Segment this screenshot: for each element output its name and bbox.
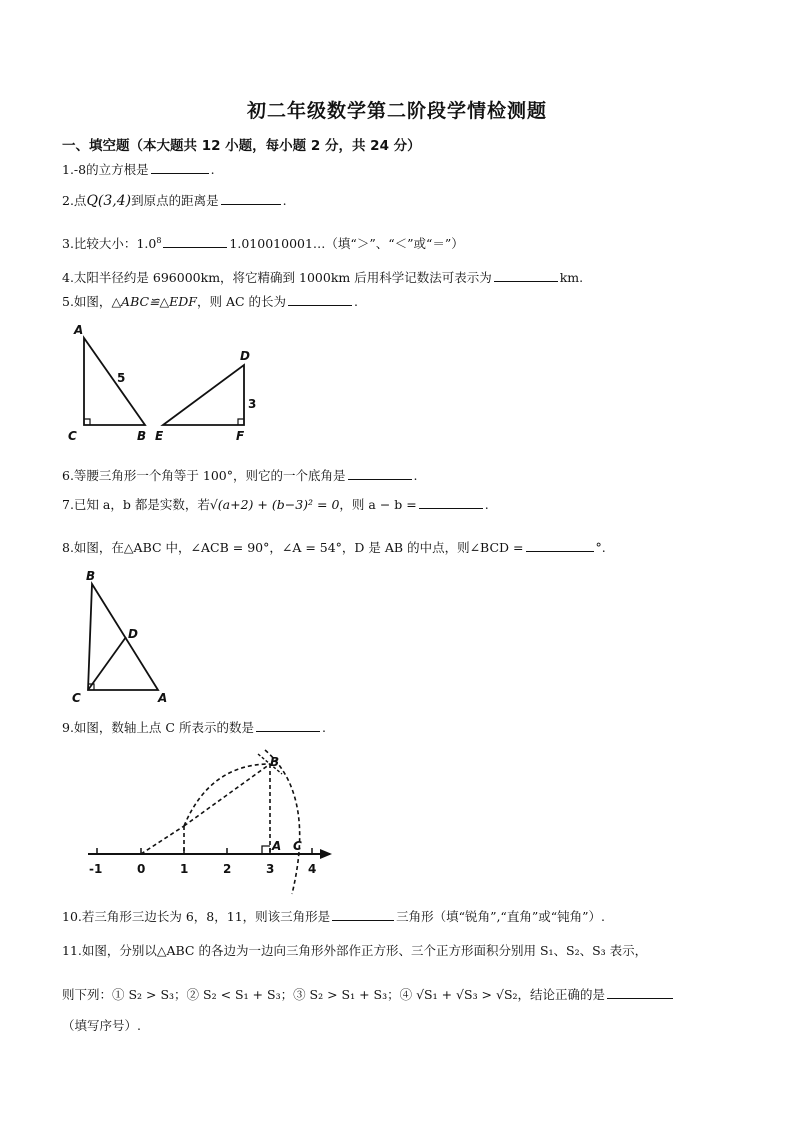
side-length-df: 3 bbox=[248, 397, 257, 411]
question-1 bbox=[62, 160, 215, 178]
question-6-text: 6.等腰三角形一个角等于 100°，则它的一个底角是 bbox=[62, 468, 346, 483]
question-3-prefix: 3.比较大小： bbox=[62, 236, 137, 251]
question-8-text: 8.如图，在△ABC 中，∠ACB = 90°，∠A = 54°，D 是 AB 的中点，则∠BCD = bbox=[62, 540, 524, 555]
answer-blank-5[interactable] bbox=[288, 304, 352, 306]
label-a-q8: A bbox=[158, 691, 168, 705]
page-title: 初二年级数学第二阶段学情检测题 bbox=[246, 100, 547, 122]
question-4-text: 4.太阳半径约是 696000km，将它精确到 1000km 后用科学记数法可表示为 bbox=[62, 270, 492, 285]
question-2-end: . bbox=[282, 193, 287, 208]
congruence-expression: △ABC≌△EDF bbox=[111, 294, 197, 309]
point-q-expression: Q(3,4) bbox=[86, 193, 132, 209]
label-c-q9: C bbox=[293, 839, 302, 853]
equation-expression: √(a+2) + (b−3)² = 0 bbox=[209, 497, 340, 512]
question-1-end: . bbox=[210, 162, 215, 177]
number-line-arrow bbox=[320, 849, 332, 859]
question-9-text: 9.如图，数轴上点 C 所表示的数是 bbox=[62, 720, 254, 735]
question-11-line-1: 11.如图，分别以△ABC 的各边为一边向三角形外部作正方形、三个正方形面积分别用 S₁、S₂、S₃ 表示， bbox=[62, 943, 648, 958]
label-a-q9: A bbox=[272, 839, 282, 853]
question-11-text: 则下列：① S₂ > S₃；② S₂ < S₁ + S₃；③ S₂ > S₁ + S₃；④ √S₁ + √S₃ > √S₂，结论正确的是 bbox=[62, 987, 606, 1002]
question-10-suffix: 三角形（填“锐角”,“直角”或“钝角”）. bbox=[396, 909, 605, 924]
label-e: E bbox=[155, 429, 164, 443]
tick-label-0: 0 bbox=[137, 862, 146, 876]
tick-label-3: 3 bbox=[266, 862, 275, 876]
side-length-ab: 5 bbox=[117, 371, 126, 385]
segment-0-to-1-top bbox=[141, 826, 184, 854]
question-7-end: . bbox=[484, 497, 489, 512]
question-6-end: . bbox=[413, 468, 418, 483]
tick-label-neg1: -1 bbox=[89, 862, 103, 876]
question-8 bbox=[62, 538, 606, 556]
question-8-end: °. bbox=[595, 540, 606, 555]
answer-blank-10[interactable] bbox=[332, 919, 394, 921]
figure-congruent-triangles bbox=[62, 320, 272, 445]
answer-blank-11[interactable] bbox=[607, 997, 673, 999]
question-2-text: 到原点的距离是 bbox=[131, 193, 219, 208]
triangle-edf bbox=[163, 365, 244, 425]
right-angle-mark-a bbox=[262, 846, 270, 854]
answer-blank-2[interactable] bbox=[221, 203, 281, 205]
question-10-text: 10.若三角形三边长为 6，8，11，则该三角形是 bbox=[62, 909, 331, 924]
repeating-decimal: 1.0 bbox=[136, 236, 157, 251]
answer-blank-8[interactable] bbox=[526, 550, 594, 552]
question-5-text: ，则 AC 的长为 bbox=[196, 294, 287, 309]
question-9 bbox=[62, 718, 326, 736]
question-5-end: . bbox=[354, 294, 358, 309]
tick-label-4: 4 bbox=[308, 862, 317, 876]
segment-cd bbox=[88, 637, 126, 690]
answer-blank-6[interactable] bbox=[348, 478, 412, 480]
answer-blank-9[interactable] bbox=[256, 730, 320, 732]
question-2 bbox=[62, 191, 287, 209]
question-6 bbox=[62, 466, 418, 484]
question-3 bbox=[62, 234, 464, 252]
answer-blank-4[interactable] bbox=[494, 280, 558, 282]
question-11-line-2 bbox=[62, 985, 675, 1003]
question-3-text: 1.010010001…（填“＞”、“＜”或“＝”） bbox=[229, 236, 464, 251]
question-7 bbox=[62, 495, 489, 513]
question-4 bbox=[62, 268, 583, 286]
label-d-q8: D bbox=[128, 627, 138, 641]
label-a: A bbox=[74, 323, 84, 337]
question-5 bbox=[62, 292, 358, 310]
question-1-text: 1.-8的立方根是 bbox=[62, 162, 149, 177]
label-f: F bbox=[236, 429, 245, 443]
repeating-digit: 8 bbox=[156, 235, 162, 245]
section-heading: 一、填空题（本大题共 12 小题，每小题 2 分，共 24 分） bbox=[62, 138, 421, 154]
label-b: B bbox=[137, 429, 147, 443]
question-9-end: . bbox=[321, 720, 326, 735]
answer-blank-1[interactable] bbox=[151, 172, 209, 174]
label-d: D bbox=[240, 349, 250, 363]
segment-to-b bbox=[184, 764, 270, 826]
answer-blank-3[interactable] bbox=[163, 246, 227, 248]
label-b-q9: B bbox=[270, 755, 280, 769]
label-c-q8: C bbox=[72, 691, 81, 705]
label-c: C bbox=[68, 429, 77, 443]
tick-label-2: 2 bbox=[223, 862, 232, 876]
question-4-end: km. bbox=[559, 270, 584, 285]
label-b-q8: B bbox=[86, 569, 96, 583]
tick-label-1: 1 bbox=[180, 862, 189, 876]
question-7-text: ，则 a − b = bbox=[339, 497, 417, 512]
question-2-prefix: 2.点 bbox=[62, 193, 87, 208]
question-10 bbox=[62, 907, 605, 925]
question-7-prefix: 7.已知 a，b 都是实数，若 bbox=[62, 497, 210, 512]
figure-right-triangle-midpoint bbox=[62, 566, 182, 706]
question-11-line-3: （填写序号）. bbox=[62, 1018, 141, 1033]
answer-blank-7[interactable] bbox=[419, 507, 483, 509]
figure-number-line bbox=[80, 744, 350, 900]
question-5-prefix: 5.如图， bbox=[62, 294, 112, 309]
triangle-abc bbox=[84, 338, 145, 425]
